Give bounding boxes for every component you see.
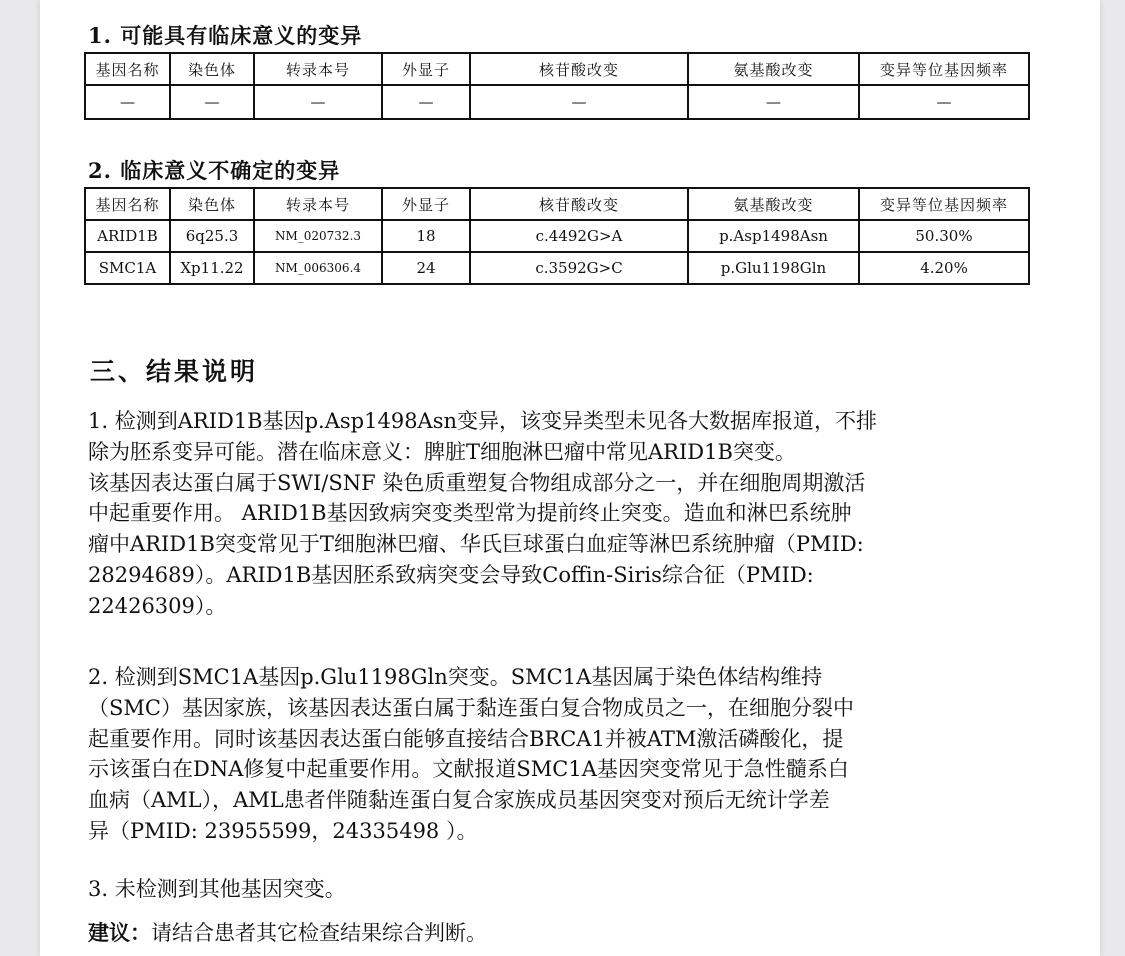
table-header-row <box>85 188 1029 220</box>
paragraph-line: 22426309）。 <box>88 593 227 618</box>
table-cell: Xp11.22 <box>170 252 254 284</box>
header-exon: 外显子 <box>382 188 470 220</box>
table-cell: — <box>170 85 254 119</box>
header-frequency: 变异等位基因频率 <box>859 53 1029 85</box>
table-header-row <box>85 53 1029 85</box>
table-cell: — <box>859 85 1029 119</box>
header-amino-acid: 氨基酸改变 <box>688 53 859 85</box>
paragraph-line: 中起重要作用。 ARID1B基因致病突变类型常为提前终止突变。造血和淋巴系统肿 <box>88 501 852 526</box>
paragraph-line: 2. 检测到SMC1A基因p.Glu1198Gln突变。SMC1A基因属于染色体结构维持 <box>88 665 823 689</box>
table-row <box>85 252 1029 284</box>
header-transcript: 转录本号 <box>254 188 382 220</box>
table-cell: 24 <box>382 252 470 284</box>
header-nucleotide: 核苷酸改变 <box>470 188 688 220</box>
paragraph-line: 起重要作用。同时该基因表达蛋白能够直接结合BRCA1并被ATM激活磷酸化，提 <box>88 726 844 751</box>
header-chromosome: 染色体 <box>170 188 254 220</box>
paragraph-line: 该基因表达蛋白属于SWI/SNF 染色质重塑复合物组成部分之一，并在细胞周期激活 <box>88 470 866 495</box>
paragraph-line: 1. 检测到ARID1B基因p.Asp1498Asn变异，该变异类型未见各大数据库报道，不排 <box>88 409 878 433</box>
advice-text: 请结合患者其它检查结果综合判断。 <box>151 921 487 945</box>
table-cell: 50.30% <box>859 220 1029 252</box>
uncertain-variants-table <box>84 187 1030 285</box>
paragraph-line: 瘤中ARID1B突变常见于T细胞淋巴瘤、华氏巨球蛋白血症等淋巴系统肿瘤（PMID: <box>88 532 864 557</box>
table-cell: — <box>85 85 170 119</box>
header-transcript: 转录本号 <box>254 53 382 85</box>
header-chromosome: 染色体 <box>170 53 254 85</box>
header-frequency: 变异等位基因频率 <box>859 188 1029 220</box>
header-exon: 外显子 <box>382 53 470 85</box>
paragraph-line: （SMC）基因家族，该基因表达蛋白属于黏连蛋白复合物成员之一，在细胞分裂中 <box>88 695 854 720</box>
report-page <box>40 0 1100 956</box>
table-cell: SMC1A <box>85 252 170 284</box>
section1-title: 1. 可能具有临床意义的变异 <box>88 23 363 48</box>
section2-title: 2. 临床意义不确定的变异 <box>88 158 341 183</box>
result-item-2 <box>88 662 1028 847</box>
table-cell: c.3592G>C <box>470 252 688 284</box>
result-item-1 <box>88 406 1028 622</box>
paragraph-line: 除为胚系变异可能。潜在临床意义：脾脏T细胞淋巴瘤中常见ARID1B突变。 <box>88 439 796 464</box>
table-cell: — <box>688 85 859 119</box>
table-cell: p.Glu1198Gln <box>688 252 859 284</box>
table-row <box>85 85 1029 119</box>
paragraph-line: 血病（AML），AML患者伴随黏连蛋白复合家族成员基因突变对预后无统计学差 <box>88 788 830 813</box>
table-cell: c.4492G>A <box>470 220 688 252</box>
header-amino-acid: 氨基酸改变 <box>688 188 859 220</box>
results-heading: 三、结果说明 <box>90 357 259 386</box>
table-cell: — <box>254 85 382 119</box>
header-gene: 基因名称 <box>85 53 170 85</box>
advice <box>88 918 1028 949</box>
table-cell: 18 <box>382 220 470 252</box>
result-item-3 <box>88 874 1028 905</box>
table-cell: NM_006306.4 <box>254 252 382 284</box>
table-cell: — <box>382 85 470 119</box>
header-nucleotide: 核苷酸改变 <box>470 53 688 85</box>
clinical-variants-table <box>84 52 1030 120</box>
header-gene: 基因名称 <box>85 188 170 220</box>
paragraph-line: 3. 未检测到其他基因突变。 <box>88 877 346 901</box>
paragraph-line: 异（PMID: 23955599，24335498 ）。 <box>88 818 478 843</box>
paragraph-line: 示该蛋白在DNA修复中起重要作用。文献报道SMC1A基因突变常见于急性髓系白 <box>88 757 849 782</box>
table-cell: NM_020732.3 <box>254 220 382 252</box>
table-cell: ARID1B <box>85 220 170 252</box>
table-cell: — <box>470 85 688 119</box>
table-cell: p.Asp1498Asn <box>688 220 859 252</box>
table-cell: 4.20% <box>859 252 1029 284</box>
table-row <box>85 220 1029 252</box>
table-cell: 6q25.3 <box>170 220 254 252</box>
advice-label: 建议： <box>88 920 151 945</box>
paragraph-line: 28294689）。ARID1B基因胚系致病突变会导致Coffin-Siris综合征（PMID: <box>88 562 814 587</box>
